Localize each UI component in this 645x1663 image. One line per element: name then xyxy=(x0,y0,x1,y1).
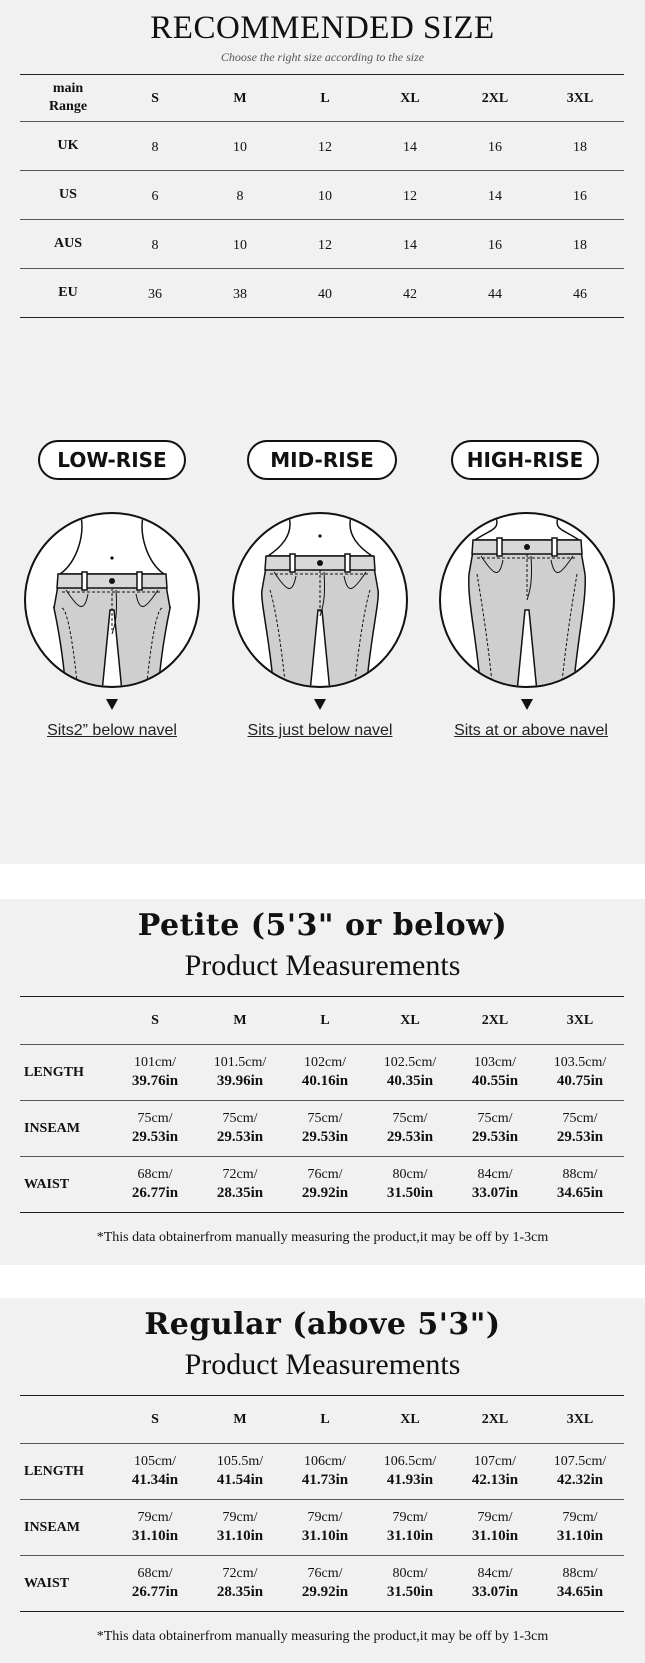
size-table-cell: 14 xyxy=(403,140,417,155)
cm-value: 106cm/ xyxy=(304,1454,346,1469)
size-table-cell: 18 xyxy=(573,238,587,253)
cm-value: 75cm/ xyxy=(307,1111,343,1126)
inch-value: 41.73in xyxy=(301,1472,349,1488)
petite-measure-cell xyxy=(535,1166,625,1202)
table-rule xyxy=(20,1044,624,1045)
petite-measure-cell xyxy=(365,1166,455,1202)
table-rule xyxy=(20,74,624,75)
cm-value: 103.5cm/ xyxy=(553,1055,607,1070)
petite-measure-cell xyxy=(195,1166,285,1202)
cm-value: 75cm/ xyxy=(392,1111,428,1126)
size-row-label: US xyxy=(59,187,77,202)
regular-measure-cell xyxy=(280,1565,370,1601)
inch-value: 42.32in xyxy=(556,1472,604,1488)
petite-size-header: 2XL xyxy=(481,1013,509,1028)
rise-label-0: LOW-RISE xyxy=(38,440,186,480)
petite-measure-cell xyxy=(110,1110,200,1146)
down-arrow-icon xyxy=(106,699,118,710)
size-table-cell: 38 xyxy=(233,287,247,302)
petite-size-header: M xyxy=(233,1013,247,1028)
petite-measure-cell xyxy=(365,1054,455,1090)
petite-size-header: XL xyxy=(400,1013,420,1028)
rise-caption-2: Sits at or above navel xyxy=(454,722,608,739)
high-rise-jeans-icon xyxy=(437,510,617,690)
regular-row-label: LENGTH xyxy=(24,1464,84,1479)
low-rise-jeans-icon xyxy=(22,510,202,690)
petite-size-header: L xyxy=(320,1013,330,1028)
regular-measure-cell xyxy=(365,1565,455,1601)
regular-measure-cell xyxy=(195,1453,285,1489)
inch-value: 29.53in xyxy=(216,1129,264,1145)
inch-value: 39.76in xyxy=(131,1073,179,1089)
petite-subtitle: Product Measurements xyxy=(184,949,461,982)
regular-measure-cell xyxy=(280,1509,370,1545)
table-rule xyxy=(20,1156,624,1157)
inch-value: 41.34in xyxy=(131,1472,179,1488)
cm-value: 105.5m/ xyxy=(216,1454,264,1469)
inch-value: 29.53in xyxy=(386,1129,434,1145)
size-chart-subtitle: Choose the right size according to the size xyxy=(220,50,425,64)
cm-value: 107.5cm/ xyxy=(553,1454,607,1469)
cm-value: 106.5cm/ xyxy=(383,1454,437,1469)
size-table-cell: 42 xyxy=(403,287,417,302)
petite-measure-cell xyxy=(280,1110,370,1146)
inch-value: 31.10in xyxy=(216,1528,264,1544)
petite-measure-cell xyxy=(110,1166,200,1202)
regular-measure-cell xyxy=(280,1453,370,1489)
regular-measurements-panel xyxy=(0,1298,645,1663)
size-table-cell: 10 xyxy=(233,140,247,155)
table-rule xyxy=(20,1611,624,1612)
regular-note: *This data obtainerfrom manually measuring the product,it may be off by 1-3cm xyxy=(96,1629,549,1644)
petite-measure-cell xyxy=(280,1054,370,1090)
cm-value: 88cm/ xyxy=(562,1167,598,1182)
petite-size-header: S xyxy=(151,1013,159,1028)
cm-value: 102.5cm/ xyxy=(383,1055,437,1070)
size-table-cell: 16 xyxy=(488,140,502,155)
regular-subtitle: Product Measurements xyxy=(184,1348,461,1381)
table-rule xyxy=(20,1212,624,1213)
table-rule xyxy=(20,317,624,318)
inch-value: 31.10in xyxy=(471,1528,519,1544)
regular-measure-cell xyxy=(450,1453,540,1489)
rise-caption-1: Sits just below navel xyxy=(247,722,393,739)
regular-measure-cell xyxy=(450,1509,540,1545)
regular-row-label: INSEAM xyxy=(24,1520,81,1535)
size-row-label: EU xyxy=(58,285,78,300)
regular-measure-cell xyxy=(535,1565,625,1601)
inch-value: 34.65in xyxy=(556,1185,604,1201)
inch-value: 39.96in xyxy=(216,1073,264,1089)
size-header-cell: S xyxy=(151,91,159,106)
size-header-cell: XL xyxy=(400,91,420,106)
cm-value: 79cm/ xyxy=(562,1510,598,1525)
size-table-cell: 44 xyxy=(488,287,502,302)
cm-value: 101.5cm/ xyxy=(213,1055,267,1070)
petite-measure-cell xyxy=(450,1166,540,1202)
petite-measure-cell xyxy=(195,1110,285,1146)
size-table-cell: 16 xyxy=(488,238,502,253)
mid-rise-jeans-icon xyxy=(230,510,410,690)
petite-measure-cell xyxy=(535,1054,625,1090)
inch-value: 29.92in xyxy=(301,1185,349,1201)
cm-value: 79cm/ xyxy=(477,1510,513,1525)
cm-value: 76cm/ xyxy=(307,1167,343,1182)
cm-value: 68cm/ xyxy=(137,1566,173,1581)
petite-measure-cell xyxy=(195,1054,285,1090)
size-table-cell: 8 xyxy=(236,189,244,204)
size-table-cell: 16 xyxy=(573,189,587,204)
cm-value: 107cm/ xyxy=(474,1454,516,1469)
inch-value: 41.54in xyxy=(216,1472,264,1488)
petite-size-header: 3XL xyxy=(566,1013,594,1028)
regular-measure-cell xyxy=(110,1565,200,1601)
cm-value: 72cm/ xyxy=(222,1566,258,1581)
inch-value: 29.53in xyxy=(556,1129,604,1145)
petite-note: *This data obtainerfrom manually measuring the product,it may be off by 1-3cm xyxy=(96,1230,549,1245)
cm-value: 80cm/ xyxy=(392,1566,428,1581)
petite-measure-cell xyxy=(535,1110,625,1146)
rise-label-2: HIGH-RISE xyxy=(451,440,599,480)
regular-measure-cell xyxy=(195,1565,285,1601)
inch-value: 26.77in xyxy=(131,1584,179,1600)
regular-measure-cell xyxy=(110,1509,200,1545)
cm-value: 75cm/ xyxy=(562,1111,598,1126)
cm-value: 80cm/ xyxy=(392,1167,428,1182)
size-table-cell: 40 xyxy=(318,287,332,302)
regular-measure-cell xyxy=(535,1453,625,1489)
inch-value: 40.16in xyxy=(301,1073,349,1089)
regular-measure-cell xyxy=(365,1509,455,1545)
size-header-cell: L xyxy=(320,91,330,106)
inch-value: 34.65in xyxy=(556,1584,604,1600)
table-rule xyxy=(20,121,624,122)
inch-value: 29.53in xyxy=(301,1129,349,1145)
inch-value: 29.53in xyxy=(131,1129,179,1145)
table-rule xyxy=(20,1499,624,1500)
petite-measure-cell xyxy=(365,1110,455,1146)
size-table-cell: 14 xyxy=(488,189,502,204)
cm-value: 105cm/ xyxy=(134,1454,176,1469)
regular-title: Regular (above 5'3") xyxy=(144,1307,501,1342)
regular-size-header: 2XL xyxy=(481,1412,509,1427)
inch-value: 42.13in xyxy=(471,1472,519,1488)
inch-value: 33.07in xyxy=(471,1185,519,1201)
size-table-cell: 18 xyxy=(573,140,587,155)
petite-row-label: LENGTH xyxy=(24,1065,84,1080)
size-table-cell: 10 xyxy=(233,238,247,253)
regular-measure-cell xyxy=(450,1565,540,1601)
size-row-label: UK xyxy=(57,138,79,153)
size-table-cell: 12 xyxy=(318,140,332,155)
size-table-cell: 14 xyxy=(403,238,417,253)
cm-value: 84cm/ xyxy=(477,1167,513,1182)
cm-value: 103cm/ xyxy=(474,1055,516,1070)
size-table-cell: 6 xyxy=(151,189,159,204)
petite-measure-cell xyxy=(280,1166,370,1202)
size-table-cell: 8 xyxy=(151,238,159,253)
inch-value: 41.93in xyxy=(386,1472,434,1488)
table-rule xyxy=(20,1395,624,1396)
size-header-cell: 3XL xyxy=(566,91,594,106)
cm-value: 101cm/ xyxy=(134,1055,176,1070)
table-rule xyxy=(20,1443,624,1444)
inch-value: 29.53in xyxy=(471,1129,519,1145)
size-table-cell: 12 xyxy=(318,238,332,253)
cm-value: 88cm/ xyxy=(562,1566,598,1581)
cm-value: 79cm/ xyxy=(137,1510,173,1525)
petite-measure-cell xyxy=(110,1054,200,1090)
size-table-cell: 46 xyxy=(573,287,587,302)
regular-measure-cell xyxy=(365,1453,455,1489)
petite-title: Petite (5'3" or below) xyxy=(137,908,508,943)
cm-value: 79cm/ xyxy=(222,1510,258,1525)
inch-value: 40.35in xyxy=(386,1073,434,1089)
inch-value: 26.77in xyxy=(131,1185,179,1201)
regular-measure-cell xyxy=(110,1453,200,1489)
regular-measure-cell xyxy=(195,1509,285,1545)
cm-value: 102cm/ xyxy=(304,1055,346,1070)
down-arrow-icon xyxy=(521,699,533,710)
inch-value: 31.10in xyxy=(556,1528,604,1544)
size-table-cell: 12 xyxy=(403,189,417,204)
inch-value: 31.10in xyxy=(301,1528,349,1544)
inch-value: 28.35in xyxy=(216,1584,264,1600)
regular-size-header: XL xyxy=(400,1412,420,1427)
down-arrow-icon xyxy=(314,699,326,710)
table-rule xyxy=(20,268,624,269)
regular-size-header: L xyxy=(320,1412,330,1427)
cm-value: 68cm/ xyxy=(137,1167,173,1182)
petite-measure-cell xyxy=(450,1054,540,1090)
regular-measure-cell xyxy=(535,1509,625,1545)
cm-value: 72cm/ xyxy=(222,1167,258,1182)
table-rule xyxy=(20,1555,624,1556)
inch-value: 40.55in xyxy=(471,1073,519,1089)
cm-value: 75cm/ xyxy=(477,1111,513,1126)
inch-value: 40.75in xyxy=(556,1073,604,1089)
regular-size-header: 3XL xyxy=(566,1412,594,1427)
inch-value: 31.50in xyxy=(386,1185,434,1201)
regular-row-label: WAIST xyxy=(24,1576,70,1591)
cm-value: 84cm/ xyxy=(477,1566,513,1581)
petite-row-label: INSEAM xyxy=(24,1121,81,1136)
rise-label-1: MID-RISE xyxy=(247,440,397,480)
table-rule xyxy=(20,1100,624,1101)
cm-value: 75cm/ xyxy=(222,1111,258,1126)
petite-measure-cell xyxy=(450,1110,540,1146)
petite-row-label: WAIST xyxy=(24,1177,70,1192)
regular-size-header: M xyxy=(233,1412,247,1427)
petite-measurements-panel xyxy=(0,899,645,1265)
size-table-cell: 8 xyxy=(151,140,159,155)
size-chart-title: RECOMMENDED SIZE xyxy=(150,10,495,46)
inch-value: 31.10in xyxy=(386,1528,434,1544)
table-rule xyxy=(20,170,624,171)
regular-size-header: S xyxy=(151,1412,159,1427)
size-row-label: AUS xyxy=(53,236,82,251)
size-table-cell: 10 xyxy=(318,189,332,204)
table-rule xyxy=(20,996,624,997)
inch-value: 29.92in xyxy=(301,1584,349,1600)
cm-value: 76cm/ xyxy=(307,1566,343,1581)
cm-value: 79cm/ xyxy=(307,1510,343,1525)
cm-value: 79cm/ xyxy=(392,1510,428,1525)
inch-value: 28.35in xyxy=(216,1185,264,1201)
size-table-cell: 36 xyxy=(148,287,162,302)
rise-caption-0: Sits2” below navel xyxy=(47,722,177,739)
size-header-cell: M xyxy=(233,91,247,106)
inch-value: 31.50in xyxy=(386,1584,434,1600)
cm-value: 75cm/ xyxy=(137,1111,173,1126)
inch-value: 31.10in xyxy=(131,1528,179,1544)
size-header-cell: 2XL xyxy=(481,91,509,106)
inch-value: 33.07in xyxy=(471,1584,519,1600)
table-rule xyxy=(20,219,624,220)
corner-label: main Range xyxy=(48,81,88,114)
